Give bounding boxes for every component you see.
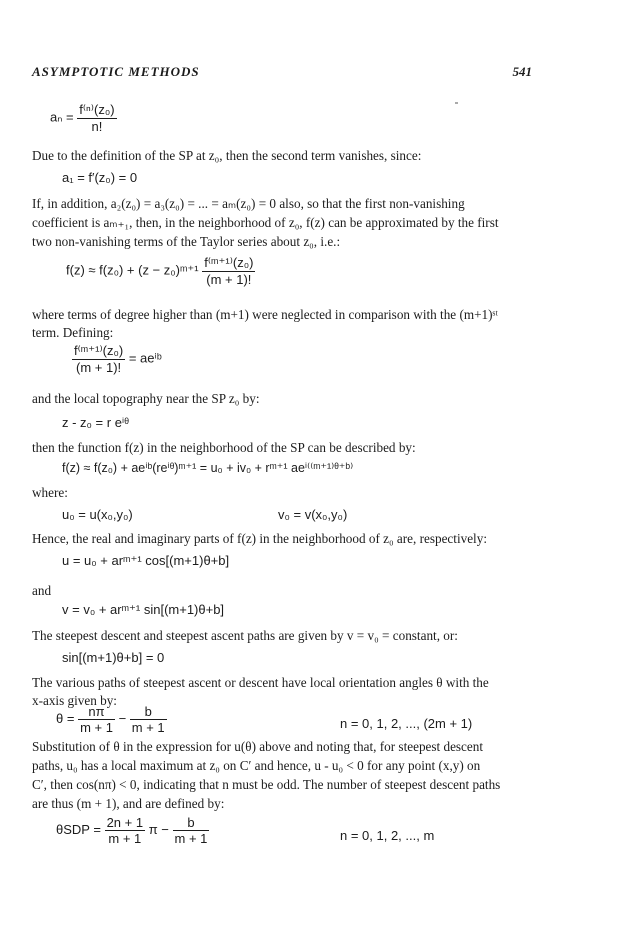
- eq-theta-numerator-1: nπ: [88, 704, 105, 719]
- eq-definition-fraction: [72, 343, 125, 375]
- text-line-8: then the function f(z) in the neighborhood of the SP can be described by:: [32, 440, 416, 455]
- eq-taylor-denominator: (m + 1)!: [202, 271, 255, 287]
- text-line-18: are thus (m + 1), and are defined by:: [32, 796, 225, 811]
- text-line-3: coefficient is aₘ₊₁, then, in the neighborhood of z₀, f(z) can be approximated by the first: [32, 215, 499, 230]
- eq-an-lhs: aₙ =: [50, 109, 74, 125]
- text-line-6: term. Defining:: [32, 325, 114, 340]
- eq-theta-sdp: [56, 815, 209, 846]
- eq-theta-sdp-lhs: θSDP =: [56, 821, 101, 837]
- eq-taylor-lhs: f(z) ≈ f(z₀) + (z − z₀)ᵐ⁺¹: [66, 262, 199, 278]
- text-line-7: and the local topography near the SP z₀ by:: [32, 391, 260, 406]
- eq-topography: z - z₀ = r eⁱᶿ: [62, 415, 129, 430]
- text-line-10: Hence, the real and imaginary parts of f(z) in the neighborhood of z₀ are, respectively:: [32, 531, 487, 546]
- eq-theta-sdp-numerator-1: 2n + 1: [106, 815, 144, 830]
- text-line-16: paths, u₀ has a local maximum at z₀ on C′ and hence, u - u₀ < 0 for any point (x,y) on: [32, 758, 481, 773]
- eq-theta-lhs: θ =: [56, 710, 75, 726]
- page-number: 541: [512, 64, 532, 79]
- eq-fz-expansion: f(z) ≈ f(z₀) + aeⁱᵇ(reⁱᶿ)ᵐ⁺¹ = u₀ + iv₀ + rᵐ⁺¹ aeⁱ⁽⁽ᵐ⁺¹⁾ᶿ⁺ᵇ⁾: [62, 461, 354, 475]
- eq-definition-numerator: f⁽ᵐ⁺¹⁾(z₀): [74, 343, 124, 358]
- eq-theta: [56, 704, 167, 735]
- text-line-12: The steepest descent and steepest ascent paths are given by v = v₀ = constant, or:: [32, 628, 458, 643]
- text-line-13: The various paths of steepest ascent or descent have local orientation angles θ with the: [32, 675, 489, 690]
- eq-definition-denominator: (m + 1)!: [72, 359, 125, 375]
- eq-taylor-fraction: [202, 255, 255, 287]
- eq-theta-sdp-range: n = 0, 1, 2, ..., m: [340, 828, 435, 843]
- running-header: [32, 64, 532, 82]
- eq-taylor: [66, 255, 255, 287]
- eq-u: u = u₀ + arᵐ⁺¹ cos[(m+1)θ+b]: [62, 553, 230, 568]
- eq-an-fraction: [77, 102, 116, 134]
- eq-theta-minus: −: [118, 710, 127, 726]
- text-line-2: If, in addition, a₂(z₀) = a₃(z₀) = ... = aₘ(z₀) = 0 also, so that the first non-vanishing: [32, 196, 465, 211]
- eq-theta-denominator-2: m + 1: [131, 720, 165, 735]
- scan-speck: [455, 102, 458, 104]
- text-line-14: x-axis given by:: [32, 693, 117, 708]
- eq-theta-sdp-denominator-2: m + 1: [174, 831, 208, 846]
- text-line-17: C′, then cos(nπ) < 0, indicating that n must be odd. The number of steepest descent paths: [32, 777, 501, 792]
- chapter-title: ASYMPTOTIC METHODS: [32, 64, 200, 79]
- eq-theta-sdp-numerator-2: b: [187, 815, 195, 830]
- eq-theta-range: n = 0, 1, 2, ..., (2m + 1): [340, 716, 473, 731]
- eq-v: v = v₀ + arᵐ⁺¹ sin[(m+1)θ+b]: [62, 602, 225, 617]
- eq-u0: u₀ = u(x₀,y₀): [62, 507, 133, 522]
- text-line-1: Due to the definition of the SP at z₀, then the second term vanishes, since:: [32, 148, 422, 163]
- eq-theta-denominator-1: m + 1: [80, 720, 113, 735]
- eq-theta-sdp-fraction-2: [173, 815, 210, 846]
- eq-a1: a₁ = f′(z₀) = 0: [62, 170, 138, 185]
- text-line-11: and: [32, 583, 52, 598]
- eq-taylor-numerator: f⁽ᵐ⁺¹⁾(z₀): [204, 255, 254, 270]
- eq-an-denominator: n!: [77, 118, 116, 134]
- eq-v0: v₀ = v(x₀,y₀): [278, 507, 348, 522]
- eq-theta-sdp-fraction-1: [105, 815, 146, 846]
- text-line-9: where:: [32, 485, 68, 500]
- eq-definition: [72, 343, 162, 375]
- text-line-5: where terms of degree higher than (m+1) were neglected in comparison with the (m+1)ˢᵗ: [32, 307, 498, 322]
- eq-theta-sdp-mid: π −: [148, 821, 169, 837]
- eq-theta-sdp-denominator-1: m + 1: [105, 830, 146, 846]
- eq-theta-numerator-2: b: [144, 704, 152, 719]
- text-line-15: Substitution of θ in the expression for u(θ) above and noting that, for steepest descent: [32, 739, 484, 754]
- eq-definition-rhs: = aeⁱᵇ: [128, 350, 162, 366]
- eq-sin: sin[(m+1)θ+b] = 0: [62, 650, 165, 665]
- eq-an-numerator: f⁽ⁿ⁾(z₀): [79, 102, 115, 117]
- eq-an: [50, 102, 117, 134]
- eq-theta-fraction-2: [130, 704, 167, 735]
- text-line-4: two non-vanishing terms of the Taylor series about z₀, i.e.:: [32, 234, 341, 249]
- eq-theta-fraction-1: [78, 704, 115, 735]
